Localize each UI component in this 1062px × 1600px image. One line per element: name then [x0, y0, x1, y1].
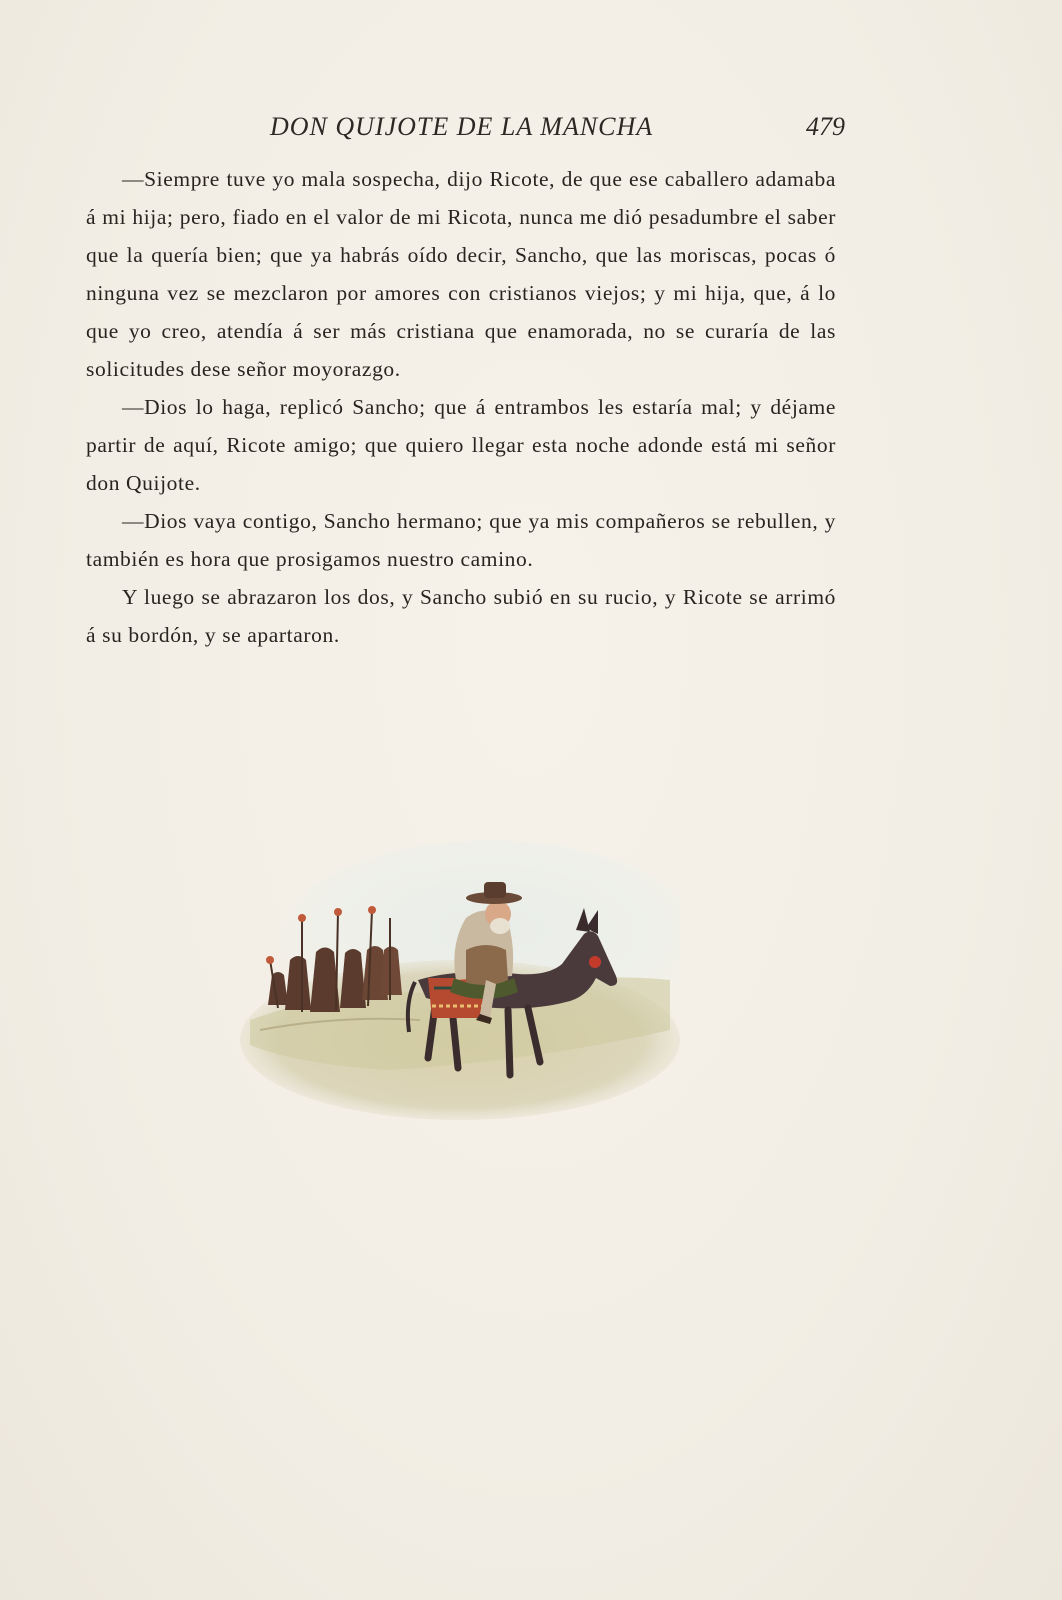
- paragraph-3: —Dios vaya contigo, Sancho hermano; que ya mis compañeros se rebullen, y también es hora que prosigamos nuestro camino.: [86, 509, 836, 571]
- page-header: [0, 112, 1062, 152]
- illustration-icon: [240, 830, 680, 1120]
- paragraph-2: —Dios lo haga, replicó Sancho; que á entrambos les estaría mal; y déjame partir de aquí, Ricote amigo; que quiero llegar esta noche adonde está mi señor don Quijote.: [86, 395, 836, 495]
- paragraph-1: —Siempre tuve yo mala sospecha, dijo Ricote, de que ese caballero adamaba á mi hija; pero, fiado en el valor de mi Ricota, nunca me dió pesadumbre el saber que la quería bien; que ya habrás oído decir, Sancho, que las moriscas, pocas ó ninguna vez se mezclaron por amores con cristianos viejos; y mi hija, que, á lo que yo creo, atendía á ser más cristiana que enamorada, no se curaría de las solicitudes dese señor moyorazgo.: [86, 167, 836, 381]
- sancho-on-donkey-illustration: [240, 830, 680, 1120]
- body-text: [86, 160, 836, 654]
- page-number: 479: [806, 112, 845, 141]
- running-title: DON QUIJOTE DE LA MANCHA: [270, 112, 654, 141]
- paragraph-4: Y luego se abrazaron los dos, y Sancho subió en su rucio, y Ricote se arrimó á su bordón, y se apartaron.: [86, 585, 836, 647]
